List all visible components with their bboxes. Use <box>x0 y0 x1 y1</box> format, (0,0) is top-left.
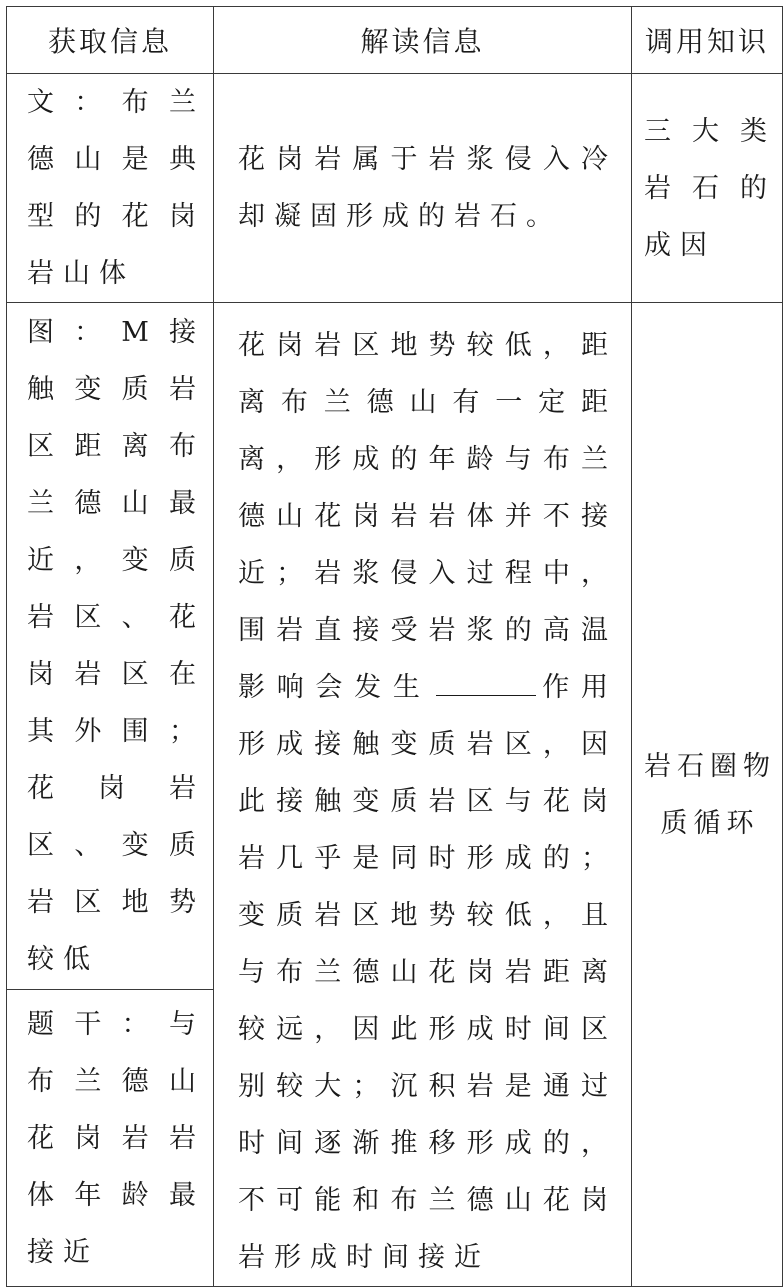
cell-get-info-stem <box>7 990 214 1287</box>
interpret-text-part1: 花岗岩区地势较低，距离布兰德山有一定距离，形成的年龄与布兰德山花岗岩岩体并不接近；岩浆侵入过程中，围岩直接受岩浆的高温影响会发生 <box>238 330 617 703</box>
knowledge-merged-text: 岩石圈物质循环 <box>644 750 776 839</box>
cell-knowledge <box>632 74 783 303</box>
cell-interpret-merged <box>214 303 632 1287</box>
table-row <box>7 303 783 990</box>
cell-knowledge-merged <box>632 303 783 1287</box>
header-get-info: 获取信息 <box>7 7 214 74</box>
analysis-table <box>6 6 783 1287</box>
cell-interpret <box>214 74 632 303</box>
cell-get-info <box>7 74 214 303</box>
fill-in-blank <box>436 665 536 696</box>
interpret-text: 花岗岩属于岩浆侵入冷却凝固形成的岩石。 <box>238 144 617 232</box>
interpret-text-part2: 作用形成接触变质岩区，因此接触变质岩区与花岗岩几乎是同时形成的；变质岩区地势较低，且与布兰德山花岗岩距离较远，因此形成时间区别较大；沉积岩是通过时间逐渐推移形成的，不可能和布兰德山花岗岩形成时间接近 <box>238 672 618 1273</box>
get-info-stem-text: 题干：与布兰德山花岗岩岩体年龄最接近 <box>27 1008 205 1268</box>
interpret-merged-text <box>238 317 617 1286</box>
cell-get-info-figure <box>7 303 214 990</box>
header-knowledge: 调用知识 <box>632 7 783 74</box>
table-row <box>7 74 783 303</box>
get-info-text: 文：布兰德山是典型的花岗岩山体 <box>27 87 205 289</box>
get-info-figure-text: 图：M接触变质岩区距离布兰德山最近，变质岩区、花岗岩区在其外围；花岗岩区、变质岩区地势较低 <box>27 317 205 976</box>
knowledge-text: 三大类岩石的成因 <box>644 115 776 261</box>
table-header-row <box>7 7 783 74</box>
header-interpret-info: 解读信息 <box>214 7 632 74</box>
